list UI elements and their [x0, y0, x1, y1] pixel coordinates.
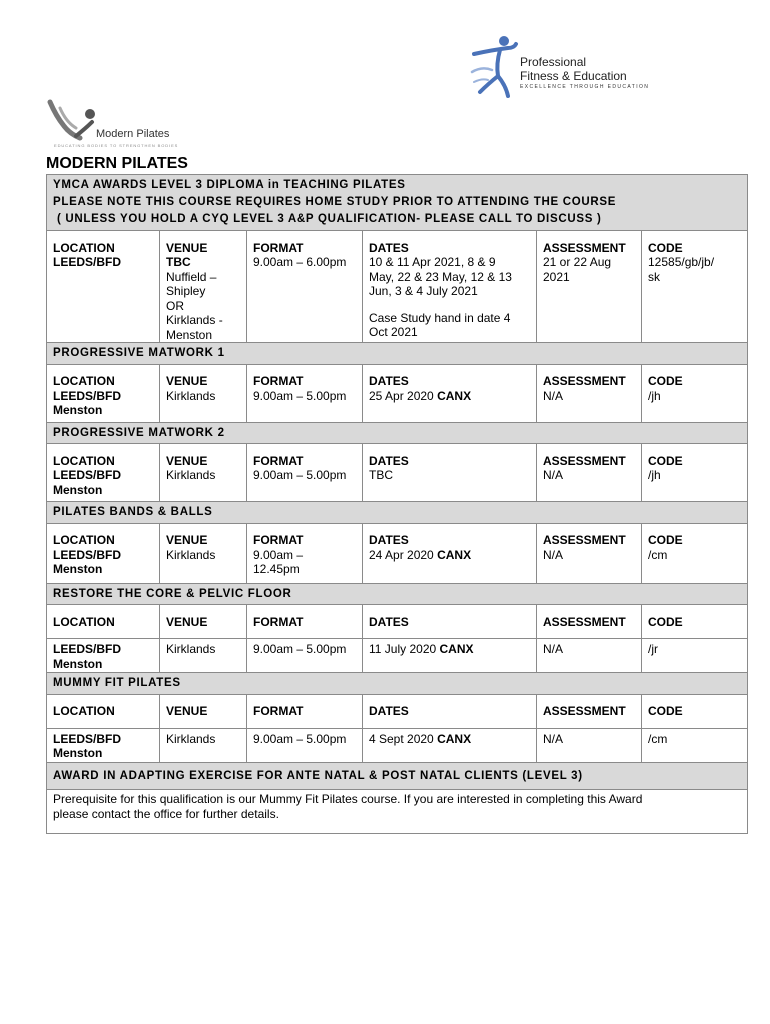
assessment-line: 2021 — [543, 269, 570, 284]
table-header-row — [47, 704, 748, 728]
dates-line: May, 22 & 23 May, 12 & 13 — [369, 269, 512, 284]
section-header-diploma — [47, 175, 748, 231]
assessment-value: N/A — [543, 388, 564, 403]
case-study-line: Oct 2021 — [369, 325, 418, 339]
header-venue: VENUE — [166, 453, 208, 468]
header-dates: DATES — [369, 374, 409, 388]
award-description-row — [47, 790, 748, 834]
header-format: FORMAT — [247, 615, 363, 639]
header-venue: VENUE — [160, 704, 247, 728]
table-row — [47, 728, 748, 762]
modern-pilates-logo-name: Modern Pilates — [96, 128, 170, 140]
code-value: /jr — [642, 639, 748, 673]
award-description: please contact the office for further details. — [53, 806, 279, 821]
section-header-mummy-fit-pilates — [47, 673, 748, 695]
header-assessment: ASSESSMENT — [543, 533, 626, 547]
location-value: LEEDS/BFD — [53, 731, 122, 746]
modern-pilates-logo-tagline: EDUCATING BODIES TO STRENGTHEN BODIES — [54, 143, 179, 148]
location-value: Menston — [53, 482, 103, 497]
header-venue: VENUE — [166, 533, 208, 547]
spacer-row — [47, 231, 748, 241]
section-title: MUMMY FIT PILATES — [47, 673, 748, 695]
location-value: Menston — [53, 746, 103, 760]
section-header-award — [47, 762, 748, 790]
section-header-pilates-bands-balls — [47, 502, 748, 524]
section-title: PROGRESSIVE MATWORK 1 — [47, 343, 748, 365]
table-row — [47, 533, 748, 583]
dates-line: 10 & 11 Apr 2021, 8 & 9 — [369, 255, 496, 269]
pfe-logo — [470, 32, 650, 102]
venue-line: Menston — [166, 327, 213, 342]
assessment-value: N/A — [543, 468, 564, 482]
assessment-line: 21 or 22 Aug — [543, 255, 612, 269]
section-header-progressive-matwork-2 — [47, 422, 748, 444]
pilates-figure-icon — [46, 98, 98, 144]
venue-line: OR — [166, 298, 184, 313]
pfe-logo-tagline: EXCELLENCE THROUGH EDUCATION — [520, 84, 650, 90]
venue-value: Kirklands — [160, 639, 247, 673]
header-dates: DATES — [369, 453, 409, 468]
code-line: 12585/gb/jb/ — [648, 255, 715, 269]
format-value: 12.45pm — [253, 562, 300, 576]
venue-value: Kirklands — [166, 388, 216, 403]
table-row — [47, 241, 748, 343]
venue-value: TBC — [166, 255, 191, 269]
assessment-value: N/A — [537, 639, 642, 673]
section-header-progressive-matwork-1 — [47, 343, 748, 365]
format-value: 9.00am – 5.00pm — [247, 728, 363, 762]
code-line: sk — [648, 269, 660, 284]
header-location: LOCATION — [53, 374, 115, 388]
venue-line: Shipley — [166, 284, 206, 298]
header-dates: DATES — [363, 704, 537, 728]
venue-value: Kirklands — [166, 547, 216, 562]
section-title: PILATES BANDS & BALLS — [47, 502, 748, 524]
header-code: CODE — [642, 704, 748, 728]
format-value: 9.00am – 5.00pm — [253, 468, 347, 482]
header-venue: VENUE — [166, 374, 208, 388]
header-venue: VENUE — [160, 615, 247, 639]
diploma-note-condition: ( UNLESS YOU HOLD A CYQ LEVEL 3 A&P QUALIFICATION- PLEASE CALL TO DISCUSS ) — [57, 213, 602, 225]
header-assessment: ASSESSMENT — [543, 453, 626, 468]
location-value: Menston — [53, 403, 103, 417]
header-assessment: ASSESSMENT — [537, 704, 642, 728]
table-row — [47, 374, 748, 422]
code-value: /jh — [648, 388, 661, 403]
assessment-value: N/A — [537, 728, 642, 762]
header-code: CODE — [642, 615, 748, 639]
pfe-logo-line1: Professional — [520, 55, 587, 69]
header-location: LOCATION — [53, 240, 115, 255]
format-value: 9.00am – 5.00pm — [247, 639, 363, 673]
section-title: AWARD IN ADAPTING EXERCISE FOR ANTE NATAL & POST NATAL CLIENTS (LEVEL 3) — [47, 762, 748, 790]
cancelled-badge: CANX — [439, 642, 474, 656]
header-location: LOCATION — [47, 615, 160, 639]
location-value: LEEDS/BFD — [53, 468, 122, 482]
header-format: FORMAT — [253, 374, 304, 388]
pfe-logo-line2: Fitness & Education — [520, 69, 627, 83]
header-code: CODE — [648, 453, 683, 468]
table-row — [47, 639, 748, 673]
dates-value: TBC — [369, 468, 393, 482]
assessment-value: N/A — [543, 547, 564, 562]
header-assessment: ASSESSMENT — [543, 240, 626, 255]
dates-line: Jun, 3 & 4 July 2021 — [369, 284, 478, 298]
header-location: LOCATION — [53, 453, 115, 468]
page-title: MODERN PILATES — [46, 155, 188, 172]
location-value: LEEDS/BFD — [53, 255, 122, 269]
diploma-note: PLEASE NOTE THIS COURSE REQUIRES HOME STUDY PRIOR TO ATTENDING THE COURSE — [53, 196, 617, 208]
location-value: Menston — [53, 656, 103, 671]
header-dates: DATES — [363, 615, 537, 639]
location-value: LEEDS/BFD — [53, 388, 122, 403]
section-title: RESTORE THE CORE & PELVIC FLOOR — [47, 583, 748, 605]
venue-value: Kirklands — [166, 468, 216, 482]
cancelled-badge: CANX — [437, 388, 472, 403]
format-value: 9.00am – — [253, 547, 304, 562]
header-code: CODE — [648, 374, 683, 388]
section-title: PROGRESSIVE MATWORK 2 — [47, 422, 748, 444]
code-value: /cm — [648, 547, 668, 562]
header-location: LOCATION — [53, 533, 115, 547]
case-study-line: Case Study hand in date 4 — [369, 310, 511, 325]
code-value: /cm — [642, 728, 748, 762]
header-code: CODE — [648, 533, 683, 547]
modern-pilates-logo — [46, 98, 196, 150]
header-format: FORMAT — [253, 240, 304, 255]
venue-line: Kirklands - — [166, 313, 223, 327]
location-value: LEEDS/BFD — [53, 642, 122, 656]
header-assessment: ASSESSMENT — [543, 374, 626, 388]
location-value: Menston — [53, 562, 103, 576]
format-value: 9.00am – 5.00pm — [253, 388, 347, 403]
runner-icon — [470, 32, 520, 102]
dates-value: 11 July 2020 — [369, 642, 437, 656]
course-table — [46, 174, 747, 834]
location-value: LEEDS/BFD — [53, 547, 122, 562]
header-format: FORMAT — [253, 453, 304, 468]
header-format: FORMAT — [247, 704, 363, 728]
dates-value: 4 Sept 2020 — [369, 731, 434, 746]
header-assessment: ASSESSMENT — [537, 615, 642, 639]
format-value: 9.00am – 6.00pm — [253, 255, 347, 269]
section-header-restore-the-core — [47, 583, 748, 605]
cancelled-badge: CANX — [437, 547, 472, 562]
code-value: /jh — [648, 468, 661, 482]
header-format: FORMAT — [253, 533, 304, 547]
header-venue: VENUE — [166, 240, 208, 255]
cancelled-badge: CANX — [437, 731, 472, 746]
dates-value: 25 Apr 2020 — [369, 388, 434, 403]
venue-value: Kirklands — [160, 728, 247, 762]
header-dates: DATES — [369, 240, 409, 255]
header-code: CODE — [648, 240, 683, 255]
header-dates: DATES — [369, 533, 409, 547]
dates-value: 24 Apr 2020 — [369, 547, 434, 562]
venue-line: Nuffield – — [166, 269, 217, 284]
table-header-row — [47, 615, 748, 639]
award-description: Prerequisite for this qualification is our Mummy Fit Pilates course. If you are interested in completing this Award — [53, 792, 643, 806]
header-location: LOCATION — [47, 704, 160, 728]
table-row — [47, 454, 748, 502]
diploma-title: YMCA AWARDS LEVEL 3 DIPLOMA in TEACHING PILATES — [53, 179, 406, 191]
